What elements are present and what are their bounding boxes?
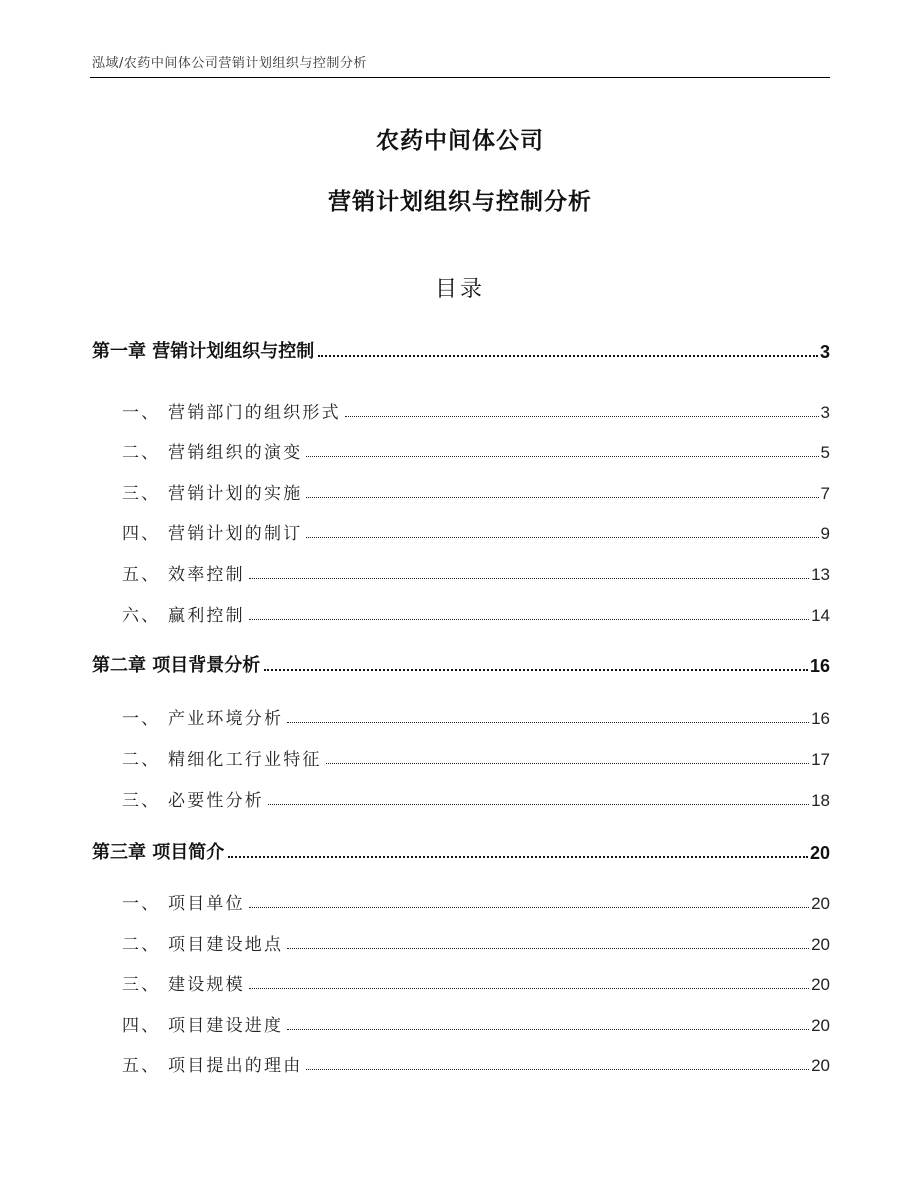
toc-entry-label: 五、 效率控制 bbox=[122, 565, 245, 585]
toc-section-1-3[interactable] bbox=[92, 478, 830, 504]
toc-entry-label: 三、 建设规模 bbox=[122, 975, 245, 995]
toc-entry-label: 二、 精细化工行业特征 bbox=[122, 750, 322, 770]
toc-dot-leader bbox=[326, 763, 809, 764]
toc-entry-label: 四、 营销计划的制订 bbox=[122, 524, 303, 544]
document-title-line2: 营销计划组织与控制分析 bbox=[328, 189, 592, 215]
toc-entry-label: 一、 项目单位 bbox=[122, 894, 245, 914]
toc-page-number: 17 bbox=[811, 750, 830, 769]
toc-dot-leader bbox=[318, 355, 818, 357]
toc-chapter-3[interactable] bbox=[92, 838, 830, 864]
toc-entry-label: 四、 项目建设进度 bbox=[122, 1016, 284, 1036]
toc-dot-leader bbox=[306, 497, 818, 498]
toc-entry-label: 六、 赢利控制 bbox=[122, 606, 245, 626]
toc-page-number: 13 bbox=[811, 565, 830, 584]
document-title-line1: 农药中间体公司 bbox=[376, 128, 544, 154]
toc-dot-leader bbox=[306, 456, 818, 457]
toc-page-number: 20 bbox=[811, 935, 830, 954]
toc-section-1-4[interactable] bbox=[92, 518, 830, 544]
toc-page-number: 3 bbox=[820, 403, 830, 422]
toc-entry-label: 第三章 项目简介 bbox=[92, 842, 225, 863]
toc-entry-label: 一、 产业环境分析 bbox=[122, 709, 284, 729]
toc-dot-leader bbox=[249, 988, 809, 989]
toc-dot-leader bbox=[306, 537, 818, 538]
toc-page-number: 20 bbox=[811, 1056, 830, 1075]
toc-page-number: 14 bbox=[811, 606, 830, 625]
toc-page-number: 7 bbox=[820, 484, 830, 503]
running-header: 泓域/农药中间体公司营销计划组织与控制分析 bbox=[92, 56, 367, 71]
toc-page-number: 18 bbox=[811, 791, 830, 810]
toc-page-number: 16 bbox=[811, 709, 830, 728]
toc-page-number: 20 bbox=[809, 843, 830, 863]
toc-entry-label: 二、 项目建设地点 bbox=[122, 935, 284, 955]
toc-entry-label: 五、 项目提出的理由 bbox=[122, 1056, 303, 1076]
toc-dot-leader bbox=[345, 416, 819, 417]
toc-section-3-1[interactable] bbox=[92, 888, 830, 914]
toc-section-1-1[interactable] bbox=[92, 397, 830, 423]
toc-page-number: 20 bbox=[811, 975, 830, 994]
toc-entry-label: 三、 营销计划的实施 bbox=[122, 484, 303, 504]
toc-section-3-2[interactable] bbox=[92, 929, 830, 955]
toc-page-number: 16 bbox=[809, 656, 830, 676]
toc-section-2-1[interactable] bbox=[92, 703, 830, 729]
toc-section-3-4[interactable] bbox=[92, 1010, 830, 1036]
toc-dot-leader bbox=[268, 804, 809, 805]
toc-dot-leader bbox=[306, 1069, 809, 1070]
toc-dot-leader bbox=[287, 722, 809, 723]
toc-dot-leader bbox=[249, 907, 809, 908]
toc-page-number: 5 bbox=[820, 443, 830, 462]
toc-dot-leader bbox=[287, 948, 809, 949]
toc-entry-label: 三、 必要性分析 bbox=[122, 791, 265, 811]
toc-heading: 目录 bbox=[434, 277, 485, 302]
toc-chapter-2[interactable] bbox=[92, 651, 830, 677]
toc-section-1-6[interactable] bbox=[92, 600, 830, 626]
toc-dot-leader bbox=[287, 1029, 809, 1030]
toc-dot-leader bbox=[228, 856, 808, 858]
toc-section-3-3[interactable] bbox=[92, 969, 830, 995]
toc-entry-label: 一、 营销部门的组织形式 bbox=[122, 403, 341, 423]
toc-page-number: 20 bbox=[811, 894, 830, 913]
toc-page-number: 9 bbox=[820, 524, 830, 543]
header-rule bbox=[90, 77, 830, 78]
toc-entry-label: 第一章 营销计划组织与控制 bbox=[92, 341, 315, 362]
toc-section-2-2[interactable] bbox=[92, 744, 830, 770]
toc-section-3-5[interactable] bbox=[92, 1050, 830, 1076]
toc-dot-leader bbox=[264, 669, 808, 671]
toc-page-number: 20 bbox=[811, 1016, 830, 1035]
toc-page-number: 3 bbox=[819, 342, 830, 362]
toc-section-2-3[interactable] bbox=[92, 785, 830, 811]
toc-chapter-1[interactable] bbox=[92, 337, 830, 363]
toc-entry-label: 二、 营销组织的演变 bbox=[122, 443, 303, 463]
toc-dot-leader bbox=[249, 578, 809, 579]
toc-section-1-5[interactable] bbox=[92, 559, 830, 585]
toc-section-1-2[interactable] bbox=[92, 437, 830, 463]
toc-entry-label: 第二章 项目背景分析 bbox=[92, 655, 261, 676]
toc-dot-leader bbox=[249, 619, 809, 620]
